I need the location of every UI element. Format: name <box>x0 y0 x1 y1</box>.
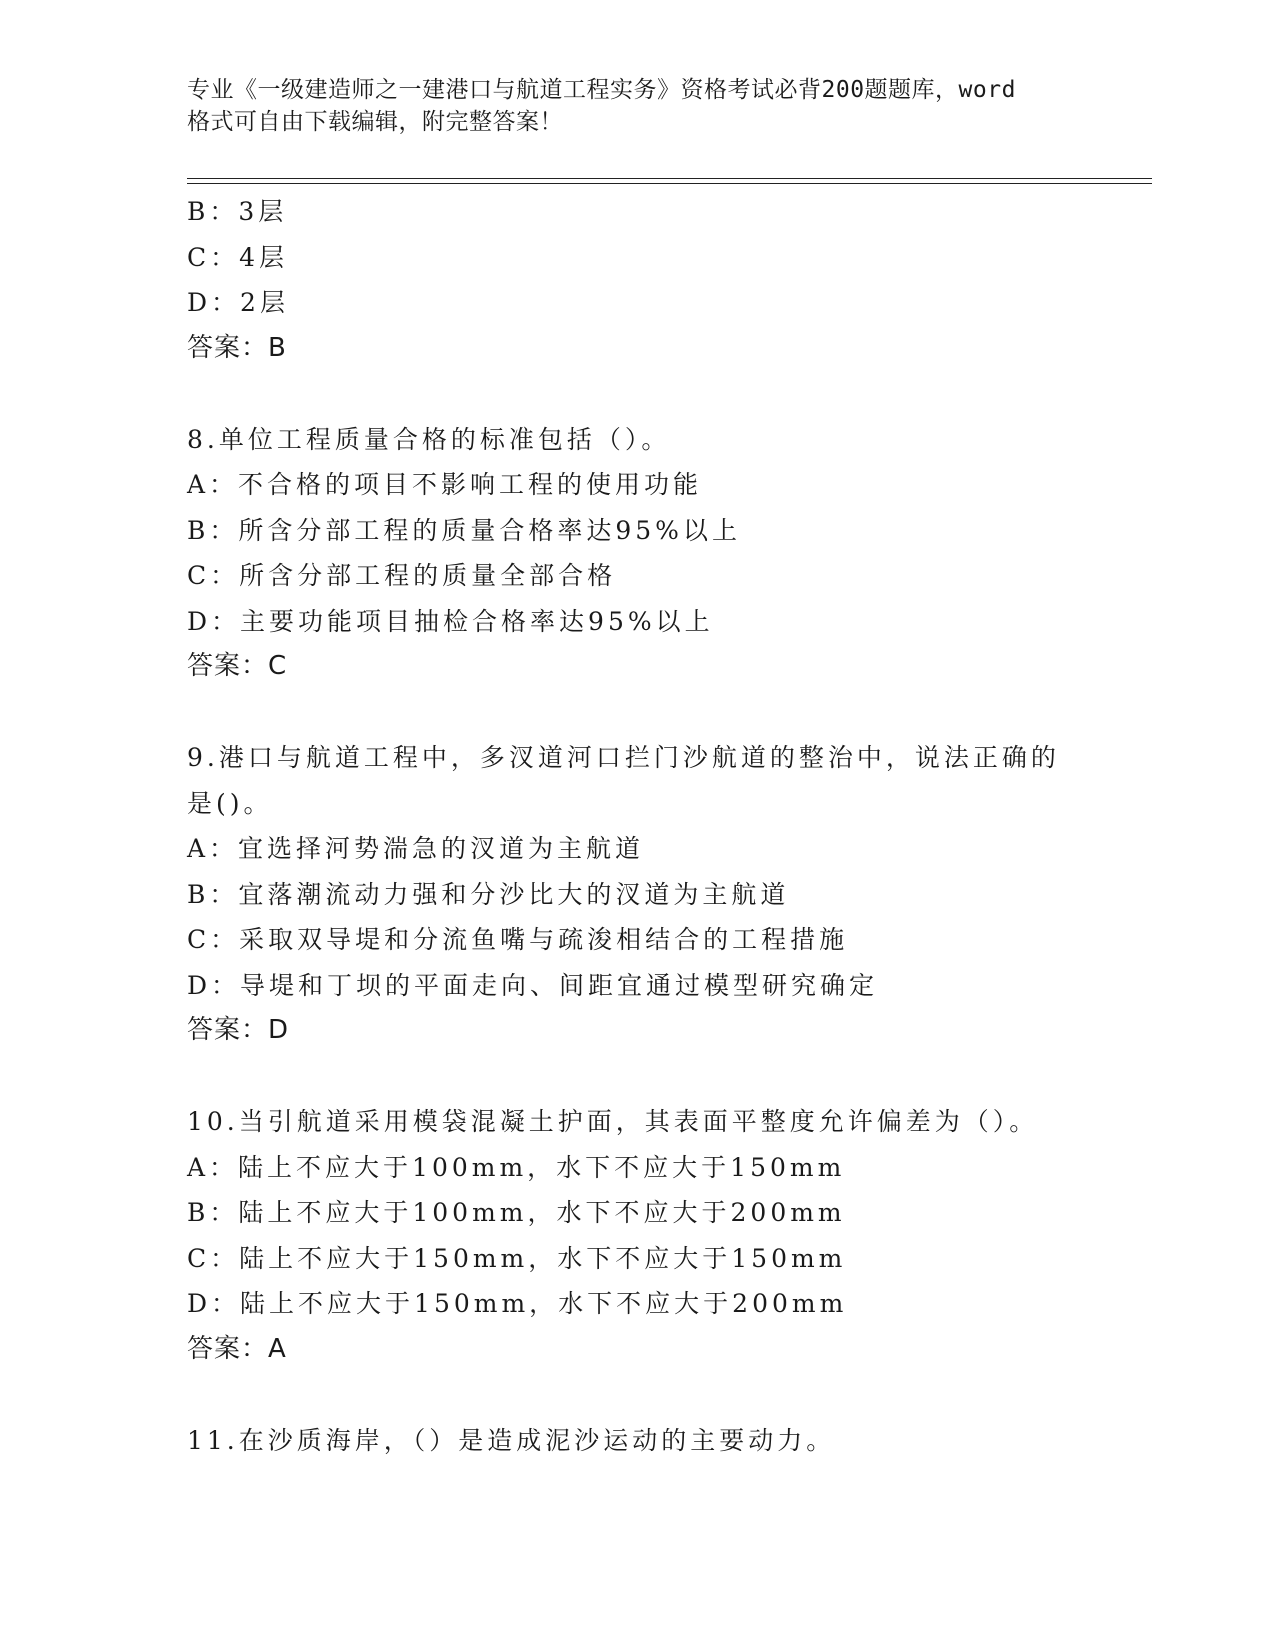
spacer <box>187 690 1087 736</box>
option-a: A：不合格的项目不影响工程的使用功能 <box>187 470 703 499</box>
question-7 <box>187 189 1087 371</box>
option-b: B：3层 <box>187 197 288 226</box>
option-b: B：宜落潮流动力强和分沙比大的汊道为主航道 <box>187 879 790 909</box>
answer: 答案：C <box>187 651 288 681</box>
option-d: D：导堤和丁坝的平面走向、间距宜通过模型研究确定 <box>187 970 879 1000</box>
answer: 答案：B <box>187 332 287 363</box>
spacer <box>187 371 1087 417</box>
question-stem: 8.单位工程质量合格的标准包括（）。 <box>187 424 671 454</box>
header-line-1: 专业《一级建造师之一建港口与航道工程实务》资格考试必背200题题库，word <box>187 77 1016 103</box>
option-a: A：宜选择河势湍急的汊道为主航道 <box>187 834 645 863</box>
question-11 <box>187 1418 1087 1464</box>
question-9 <box>187 735 1087 1054</box>
option-d: D：主要功能项目抽检合格率达95%以上 <box>187 606 714 636</box>
answer: 答案：A <box>187 1333 287 1364</box>
option-d: D：2层 <box>187 288 289 317</box>
option-a: A：陆上不应大于100mm，水下不应大于150mm <box>187 1152 846 1182</box>
document-header <box>187 74 1067 138</box>
question-stem-continued: 是()。 <box>187 788 273 818</box>
question-stem: 9.港口与航道工程中，多汊道河口拦门沙航道的整治中，说法正确的 <box>187 743 1060 772</box>
question-8 <box>187 417 1087 690</box>
header-divider-top <box>187 178 1152 179</box>
option-b: B：陆上不应大于100mm，水下不应大于200mm <box>187 1198 846 1227</box>
option-c: C：采取双导堤和分流鱼嘴与疏浚相结合的工程措施 <box>187 925 849 954</box>
header-divider-bottom <box>187 183 1152 184</box>
spacer <box>187 1372 1087 1418</box>
option-c: C：4层 <box>187 242 289 272</box>
question-list <box>187 189 1087 1463</box>
question-stem: 11.在沙质海岸，（）是造成泥沙运动的主要动力。 <box>187 1425 836 1455</box>
option-b: B：所含分部工程的质量合格率达95%以上 <box>187 515 741 545</box>
header-line-2: 格式可自由下载编辑，附完整答案！ <box>187 109 563 135</box>
question-stem: 10.当引航道采用模袋混凝土护面，其表面平整度允许偏差为（）。 <box>187 1107 1039 1136</box>
option-c: C：所含分部工程的质量全部合格 <box>187 561 617 590</box>
answer: 答案：D <box>187 1015 290 1045</box>
option-c: C：陆上不应大于150mm，水下不应大于150mm <box>187 1243 847 1273</box>
question-10 <box>187 1099 1087 1372</box>
spacer <box>187 1054 1087 1100</box>
option-d: D：陆上不应大于150mm，水下不应大于200mm <box>187 1289 848 1318</box>
